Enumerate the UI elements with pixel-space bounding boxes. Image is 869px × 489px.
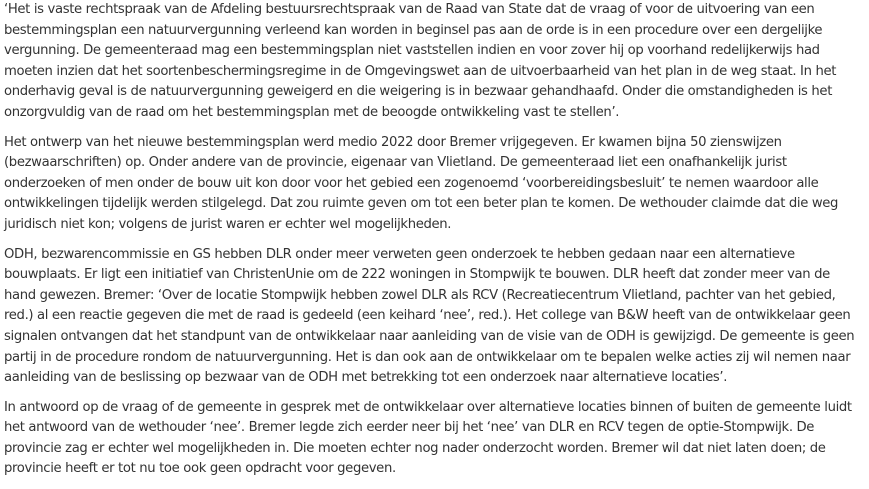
article-body <box>4 0 864 489</box>
article-paragraph-draft-plan: Het ontwerp van het nieuwe bestemmingsplan werd medio 2022 door Bremer vrijgegeven. Er kwamen bijna 50 zienswijzen (bezwaarschriften) op. Onder andere van de provincie, eigenaar van Vlietland. De gemeenteraad liet een onafhankelijk jurist onderzoeken of men onder de bouw uit kon door voor het gebied een zogenoemd ‘voorbereidingsbesluit’ te nemen waardoor alle ontwikkelingen tijdelijk werden stilgelegd. Dat zou ruimte geven om tot een beter plan te komen. De wethouder claimde dat die weg juridisch niet kon; volgens de jurist waren er echter wel mogelijkheden. <box>4 134 839 232</box>
article-paragraph-alternatives: ODH, bezwarencommissie en GS hebben DLR onder meer verweten geen onderzoek te hebben gedaan naar een alternatieve bouwplaats. Er ligt een initiatief van ChristenUnie om de 222 woningen in Stompwijk te bouwen. DLR heeft dat zonder meer van de hand gewezen. Bremer: ‘Over de locatie Stompwijk hebben zowel DLR als RCV (Recreatiecentrum Vlietland, pachter van het gebied, red.) al een reactie gegeven die met de raad is gedeeld (een keihard ‘nee’, red.). Het college van B&W heeft van de ontwikkelaar geen signalen ontvangen dat het standpunt van de ontwikkelaar naar aanleiding van de visie van de ODH is gewijzigd. De gemeente is geen partij in de procedure rondom de natuurvergunning. Het is dan ook aan de ontwikkelaar om te bepalen welke acties zij wil nemen naar aanleiding van de beslissing op bezwaar van de ODH met betrekking tot een onderzoek naar alternatieve locaties’. <box>4 246 855 386</box>
article-paragraph-council-answer: In antwoord op de vraag of de gemeente in gesprek met de ontwikkelaar over alternatieve locaties binnen of buiten de gemeente luidt het antwoord van de wethouder ‘nee’. Bremer legde zich eerder neer bij het ‘nee’ van DLR en RCV tegen de optie-Stompwijk. De provincie zag er echter wel mogelijkheden in. Die moeten echter nog nader onderzocht worden. Bremer wil dat niet laten doen; de provincie heeft er tot nu toe ook geen opdracht voor gegeven. <box>4 399 852 477</box>
article-paragraph-quote: ‘Het is vaste rechtspraak van de Afdeling bestuursrechtspraak van de Raad van State dat de vraag of voor de uitvoering van een bestemmingsplan een natuurvergunning verleend kan worden in beginsel pas aan de orde is in een procedure over een dergelijke vergunning. De gemeenteraad mag een bestemmingsplan niet vaststellen indien en voor zover hij op voorhand redelijkerwijs had moeten inzien dat het soortenbeschermingsregime in de Omgevingswet aan de uitvoerbaarheid van het plan in de weg staat. In het onderhavig geval is de natuurvergunning geweigerd en die weigering is in bezwaar gehandhaafd. Onder die omstandigheden is het onzorgvuldig van de raad om het bestemmingsplan met de beoogde ontwikkeling vast te stellen’. <box>4 2 837 120</box>
